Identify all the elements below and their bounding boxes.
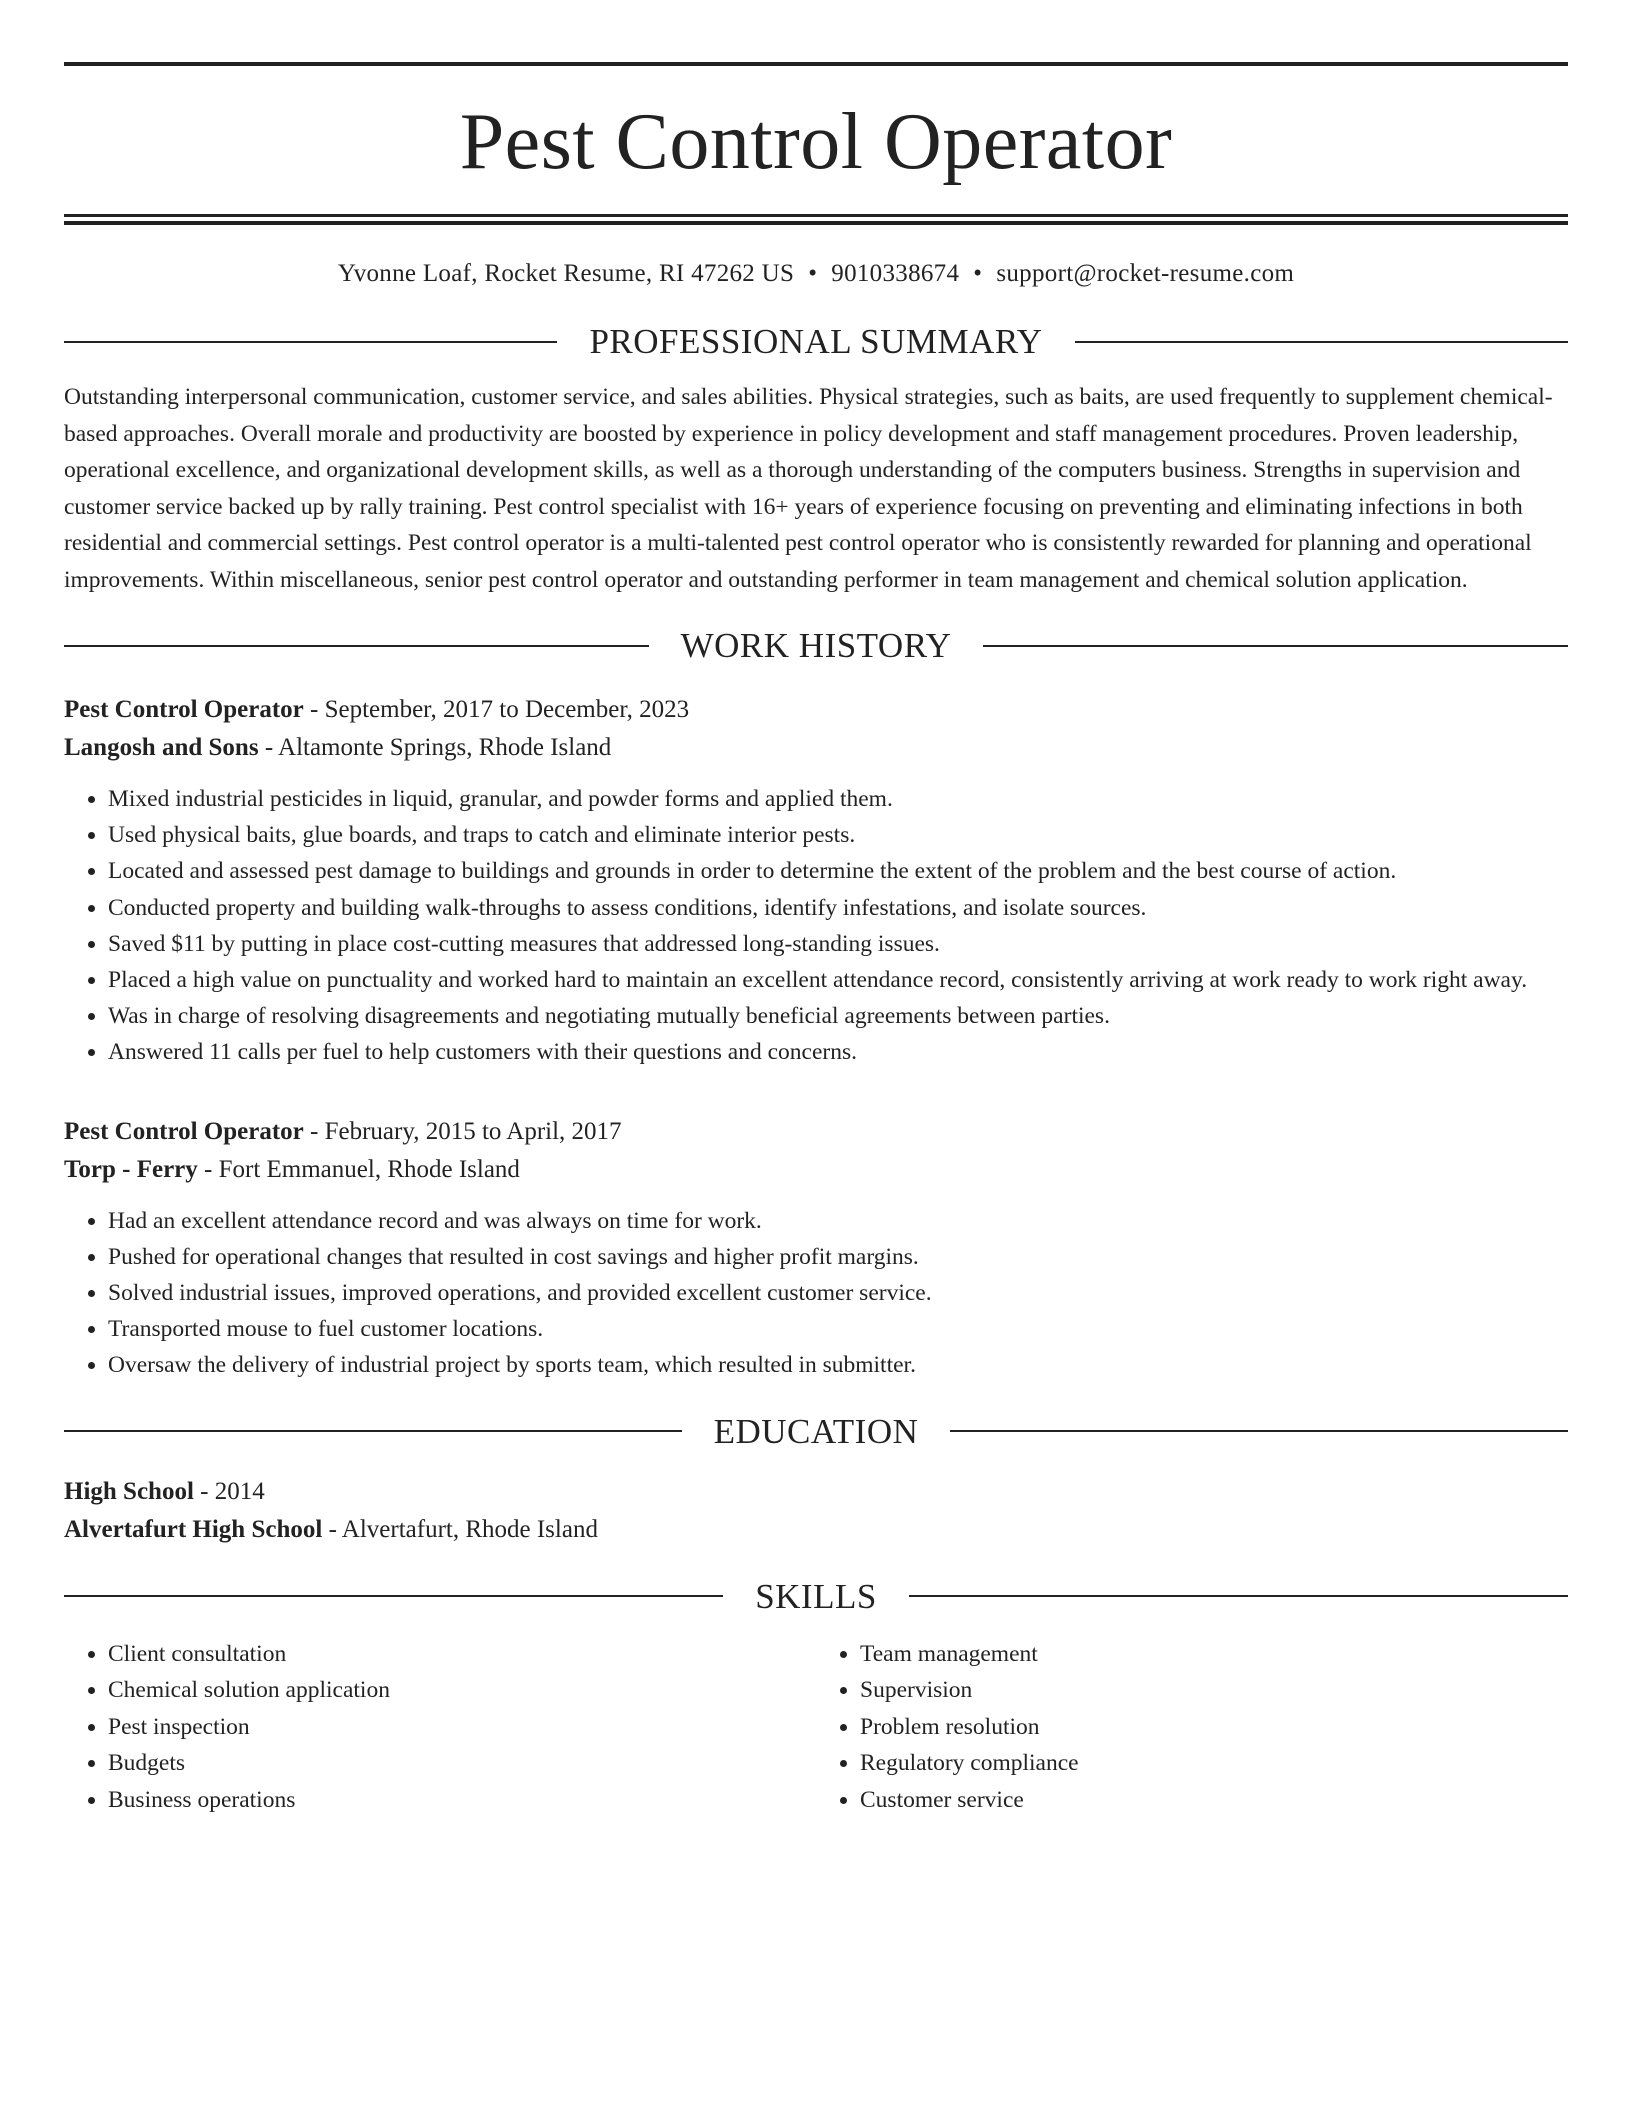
job-company: Langosh and Sons: [64, 734, 259, 761]
education-heading: [64, 1411, 1568, 1451]
list-item: • Chemical solution application: [108, 1672, 816, 1709]
resume-title: Pest Control Operator: [459, 98, 1173, 186]
skills-list-right: [816, 1636, 1568, 1819]
list-item: • Saved $11 by putting in place cost-cutting measures that addressed long-standing issues.: [108, 926, 1568, 962]
summary-heading: [64, 324, 1568, 359]
list-item: • Mixed industrial pesticides in liquid, granular, and powder forms and applied them.: [108, 781, 1568, 817]
contact-phone: 9010338674: [831, 260, 960, 287]
heading-rule-left: [64, 1595, 723, 1597]
job-title-line: [64, 1113, 1568, 1151]
heading-rule-right: [1075, 341, 1568, 343]
job-location: - Altamonte Springs, Rhode Island: [258, 734, 612, 761]
education-heading-label: EDUCATION: [713, 1411, 919, 1451]
job-entry-1: [64, 691, 1568, 1071]
heading-rule-right: [983, 645, 1568, 647]
skills-list-left: [64, 1636, 816, 1819]
list-item: • Problem resolution: [860, 1709, 1568, 1746]
work-history-heading-label: WORK HISTORY: [680, 626, 952, 665]
education-degree-line: [64, 1473, 1568, 1511]
heading-rule-left: [64, 1430, 682, 1432]
list-item: • Solved industrial issues, improved operations, and provided excellent customer service.: [108, 1275, 1568, 1311]
contact-separator: •: [808, 260, 818, 287]
job-dates: - February, 2015 to April, 2017: [303, 1117, 622, 1145]
list-item: • Transported mouse to fuel customer locations.: [108, 1311, 1568, 1347]
heading-rule-right: [909, 1595, 1568, 1597]
job-title-line: [64, 691, 1568, 729]
list-item: • Budgets: [108, 1745, 816, 1782]
job-location: - Fort Emmanuel, Rhode Island: [197, 1155, 520, 1183]
list-item: • Pest inspection: [108, 1709, 816, 1746]
job-title: Pest Control Operator: [64, 696, 304, 723]
heading-rule-right: [950, 1430, 1568, 1432]
list-item: • Answered 11 calls per fuel to help customers with their questions and concerns.: [108, 1034, 1568, 1070]
list-item: • Oversaw the delivery of industrial project by sports team, which resulted in submitter.: [108, 1347, 1568, 1383]
job-company-line: [64, 729, 1568, 767]
summary-text: Outstanding interpersonal communication, customer service, and sales abilities. Physical strategies, such as baits, are used frequently to supplement chemical-based approaches. Overall morale and productivity are boosted by experience in policy development and staff management procedures. Proven leadership, operational excellence, and organizational development skills, as well as a thorough understanding of the computers business. Strengths in supervision and customer service backed up by rally training. Pest control specialist with 16+ years of experience focusing on preventing and eliminating infections in both residential and commercial settings. Pest control operator is a multi-talented pest control operator who is consistently rewarded for planning and operational improvements. Within miscellaneous, senior pest control operator and outstanding performer in team management and chemical solution application.: [64, 384, 1553, 593]
list-item: • Business operations: [108, 1782, 816, 1819]
education-school-line: [64, 1511, 1568, 1549]
job-dates: - September, 2017 to December, 2023: [303, 696, 690, 723]
header-double-rule: [64, 214, 1568, 225]
list-item: • Pushed for operational changes that resulted in cost savings and higher profit margins.: [108, 1239, 1568, 1275]
list-item: • Supervision: [860, 1672, 1568, 1709]
list-item: • Was in charge of resolving disagreements and negotiating mutually beneficial agreements between parties.: [108, 998, 1568, 1034]
list-item: • Regulatory compliance: [860, 1745, 1568, 1782]
skills-heading: [64, 1576, 1568, 1616]
contact-email: support@rocket-resume.com: [996, 260, 1295, 287]
job-company-line: [64, 1151, 1568, 1189]
education-location: - Alvertafurt, Rhode Island: [322, 1515, 598, 1543]
skills-columns: [64, 1636, 1568, 1819]
job-entry-2: [64, 1113, 1568, 1384]
contact-line: [64, 261, 1568, 286]
work-history-heading: [64, 628, 1568, 663]
education-year: - 2014: [193, 1477, 265, 1505]
job-bullets: [64, 781, 1568, 1071]
list-item: • Had an excellent attendance record and was always on time for work.: [108, 1203, 1568, 1239]
job-company: Torp - Ferry: [64, 1155, 198, 1183]
education-degree: High School: [64, 1477, 194, 1505]
list-item: • Client consultation: [108, 1636, 816, 1673]
heading-rule-left: [64, 341, 557, 343]
contact-address: Yvonne Loaf, Rocket Resume, RI 47262 US: [337, 260, 795, 287]
heading-rule-left: [64, 645, 649, 647]
list-item: • Placed a high value on punctuality and worked hard to maintain an excellent attendance record, consistently arriving at work ready to work right away.: [108, 962, 1568, 998]
summary-heading-label: PROFESSIONAL SUMMARY: [589, 322, 1043, 361]
list-item: • Located and assessed pest damage to buildings and grounds in order to determine the extent of the problem and the best course of action.: [108, 853, 1568, 889]
list-item: • Team management: [860, 1636, 1568, 1673]
list-item: • Conducted property and building walk-throughs to assess conditions, identify infestations, and isolate sources.: [108, 890, 1568, 926]
job-title: Pest Control Operator: [64, 1117, 304, 1145]
header-top-rule: [64, 62, 1568, 66]
job-bullets: [64, 1203, 1568, 1384]
education-entry: [64, 1473, 1568, 1549]
list-item: • Customer service: [860, 1782, 1568, 1819]
education-school: Alvertafurt High School: [64, 1515, 323, 1543]
list-item: • Used physical baits, glue boards, and traps to catch and eliminate interior pests.: [108, 817, 1568, 853]
contact-separator: •: [973, 260, 983, 287]
skills-heading-label: SKILLS: [755, 1576, 877, 1616]
